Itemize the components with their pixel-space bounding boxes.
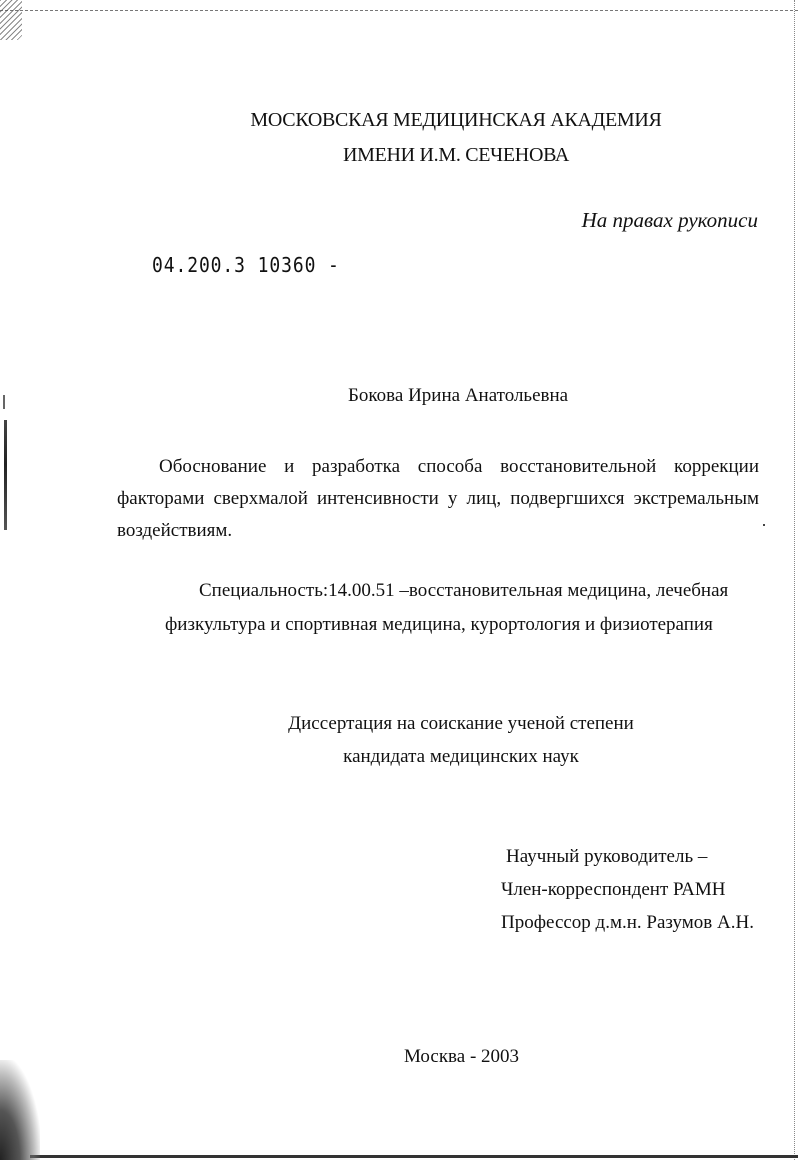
advisor-line1: Научный руководитель – xyxy=(506,846,708,867)
degree-line2: кандидата медицинских наук xyxy=(343,746,579,767)
author-name: Бокова Ирина Анатольевна xyxy=(348,385,569,406)
rights-note: На правах рукописи xyxy=(581,208,758,232)
scan-corner-top-left xyxy=(0,0,22,40)
scan-left-dot xyxy=(3,395,5,409)
title-line1: Обоснование и разработка способа восстановительной коррекции xyxy=(159,456,759,477)
scan-top-edge xyxy=(0,10,798,11)
registration-code: 04.200.3 10360 - xyxy=(152,253,340,277)
city-year: Москва - 2003 xyxy=(404,1046,520,1067)
dissertation-title xyxy=(117,451,759,547)
degree-line1: Диссертация на соискание ученой степени xyxy=(288,713,634,734)
advisor-line3: Профессор д.м.н. Разумов А.Н. xyxy=(501,912,754,933)
title-line2: факторами сверхмалой интенсивности у лиц, подвергшихся экстремальным xyxy=(117,488,759,509)
institution-name-line1: МОСКОВСКАЯ МЕДИЦИНСКАЯ АКАДЕМИЯ xyxy=(250,109,662,131)
scan-right-edge xyxy=(794,0,795,1160)
institution-name-line2: ИМЕНИ И.М. СЕЧЕНОВА xyxy=(342,144,570,166)
title-line3: воздействиям. xyxy=(117,520,233,541)
specialty-line1: Специальность:14.00.51 –восстановительная медицина, лечебная xyxy=(199,580,729,601)
scan-left-mark xyxy=(4,420,7,530)
scan-corner-bottom-left xyxy=(0,1060,40,1160)
scan-bottom-edge xyxy=(30,1155,798,1158)
advisor-line2: Член-корреспондент РАМН xyxy=(501,879,726,900)
specialty-line2: физкультура и спортивная медицина, курортология и физиотерапия xyxy=(165,614,713,635)
scan-speck xyxy=(763,524,765,526)
